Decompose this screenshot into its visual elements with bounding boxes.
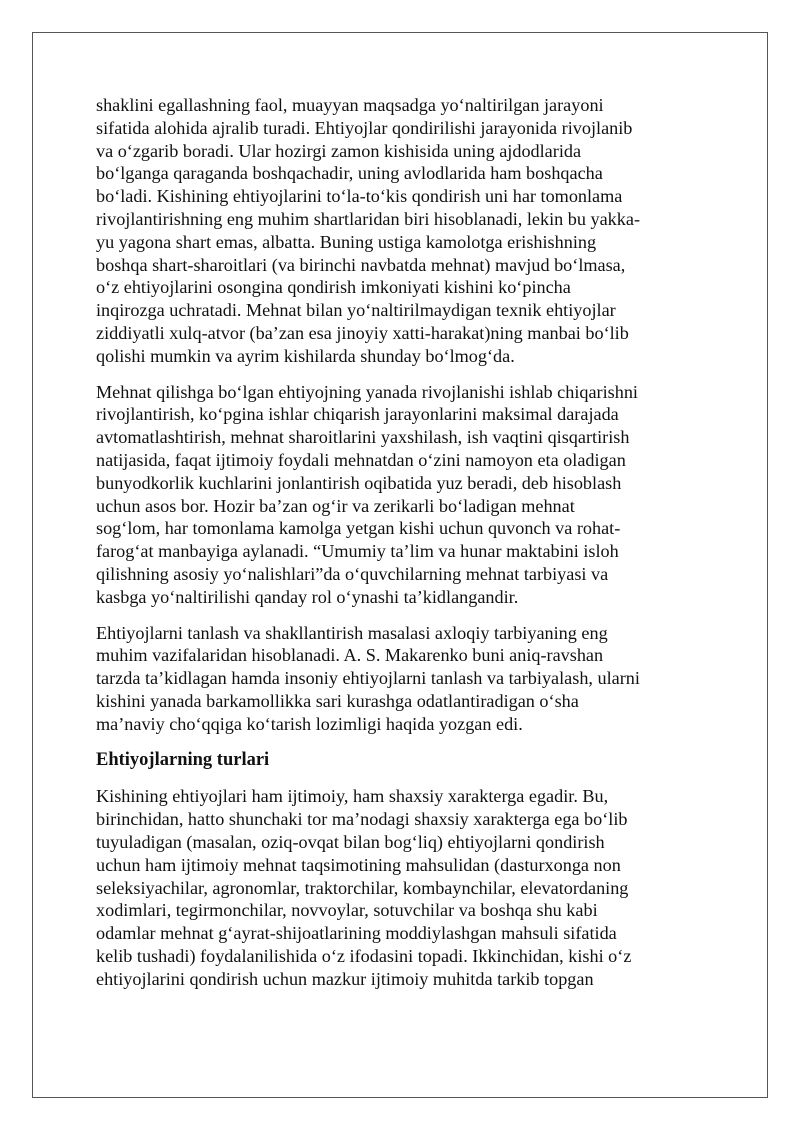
text-line: qilishning asosiy yo‘nalishlari”da o‘quvchilarning mehnat tarbiyasi va (96, 563, 609, 584)
text-line: inqirozga uchratadi. Mehnat bilan yo‘naltirilmaydigan texnik ehtiyojlar (96, 300, 616, 321)
document-body (96, 94, 708, 1003)
paragraph (96, 622, 708, 736)
text-line: boshqa shart-sharoitlari (va birinchi navbatda mehnat) mavjud bo‘lmasa, (96, 254, 626, 275)
text-line: xodimlari, tegirmonchilar, novvoylar, sotuvchilar va boshqa shu kabi (96, 900, 598, 921)
text-line: odamlar mehnat g‘ayrat-shijoatlarining moddiylashgan mahsuli sifatida (96, 923, 617, 944)
text-line: kelib tushadi) foydalanilishida o‘z ifodasini topadi. Ikkinchidan, kishi o‘z (96, 945, 632, 966)
text-line: qolishi mumkin va ayrim kishilarda shunday bo‘lmog‘da. (96, 345, 515, 366)
text-line: ma’naviy cho‘qqiga ko‘tarish lozimligi haqida yozgan edi. (96, 713, 523, 734)
text-line: farog‘at manbayiga aylanadi. “Umumiy ta’lim va hunar maktabini isloh (96, 541, 619, 562)
text-line: Mehnat qilishga bo‘lgan ehtiyojning yanada rivojlanishi ishlab chiqarishni (96, 381, 638, 402)
text-line: rivojlantirishning eng muhim shartlaridan biri hisoblanadi, lekin bu yakka- (96, 208, 640, 229)
text-line: kishini yanada barkamollikka sari kurashga odatlantiradigan o‘sha (96, 690, 579, 711)
text-line: muhim vazifalaridan hisoblanadi. A. S. Makarenko buni aniq-ravshan (96, 645, 604, 666)
text-line: va o‘zgarib boradi. Ular hozirgi zamon kishisida uning ajdodlarida (96, 140, 582, 161)
text-line: avtomatlashtirish, mehnat sharoitlarini yaxshilash, ish vaqtini qisqartirish (96, 427, 630, 448)
section-heading: Ehtiyojlarning turlari (96, 749, 270, 770)
text-line: bo‘ladi. Kishining ehtiyojlarini to‘la-to‘kis qondirish uni har tomonlama (96, 186, 623, 207)
text-line: kasbga yo‘naltirilishi qanday rol o‘ynashi ta’kidlangandir. (96, 586, 519, 607)
text-line: o‘z ehtiyojlarini osongina qondirish imkoniyati kishini ko‘pincha (96, 277, 571, 298)
text-line: tarzda ta’kidlagan hamda insoniy ehtiyojlarni tanlash va tarbiyalash, ularni (96, 668, 640, 689)
text-line: sifatida alohida ajralib turadi. Ehtiyojlar qondirilishi jarayonida rivojlanib (96, 117, 633, 138)
text-line: Ehtiyojlarni tanlash va shakllantirish masalasi axloqiy tarbiyaning eng (96, 622, 608, 643)
text-line: natijasida, faqat ijtimoiy foydali mehnatdan o‘zini namoyon eta oladigan (96, 449, 626, 470)
text-line: birinchidan, hatto shunchaki tor ma’nodagi shaxsiy xarakterga ega bo‘lib (96, 809, 628, 830)
text-line: seleksiyachilar, agronomlar, traktorchilar, kombaynchilar, elevatordaning (96, 877, 629, 898)
text-line: uchun asos bor. Hozir ba’zan og‘ir va zerikarli bo‘ladigan mehnat (96, 495, 575, 516)
text-line: ziddiyatli xulq-atvor (ba’zan esa jinoyiy xatti-harakat)ning manbai bo‘lib (96, 322, 629, 343)
text-line: bo‘lganga qaraganda boshqachadir, uning avlodlarida ham boshqacha (96, 163, 603, 184)
text-line: yu yagona shart emas, albatta. Buning ustiga kamolotga erishishning (96, 231, 597, 252)
paragraph (96, 94, 708, 368)
paragraph (96, 381, 708, 609)
text-line: ehtiyojlarini qondirish uchun mazkur ijtimoiy muhitda tarkib topgan (96, 968, 594, 989)
text-line: uchun ham ijtimoiy mehnat taqsimotining mahsulidan (dasturxonga non (96, 854, 621, 875)
text-line: bunyodkorlik kuchlarini jonlantirish oqibatida yuz beradi, deb hisoblash (96, 472, 622, 493)
text-line: Kishining ehtiyojlari ham ijtimoiy, ham shaxsiy xarakterga egadir. Bu, (96, 786, 609, 807)
paragraph (96, 785, 708, 990)
text-line: shaklini egallashning faol, muayyan maqsadga yo‘naltirilgan jarayoni (96, 95, 604, 115)
text-line: tuyuladigan (masalan, oziq-ovqat bilan bog‘liq) ehtiyojlarni qondirish (96, 831, 605, 852)
text-line: rivojlantirish, ko‘pgina ishlar chiqarish jarayonlarini maksimal darajada (96, 404, 619, 425)
text-line: sog‘lom, har tomonlama kamolga yetgan kishi uchun quvonch va rohat- (96, 518, 621, 539)
